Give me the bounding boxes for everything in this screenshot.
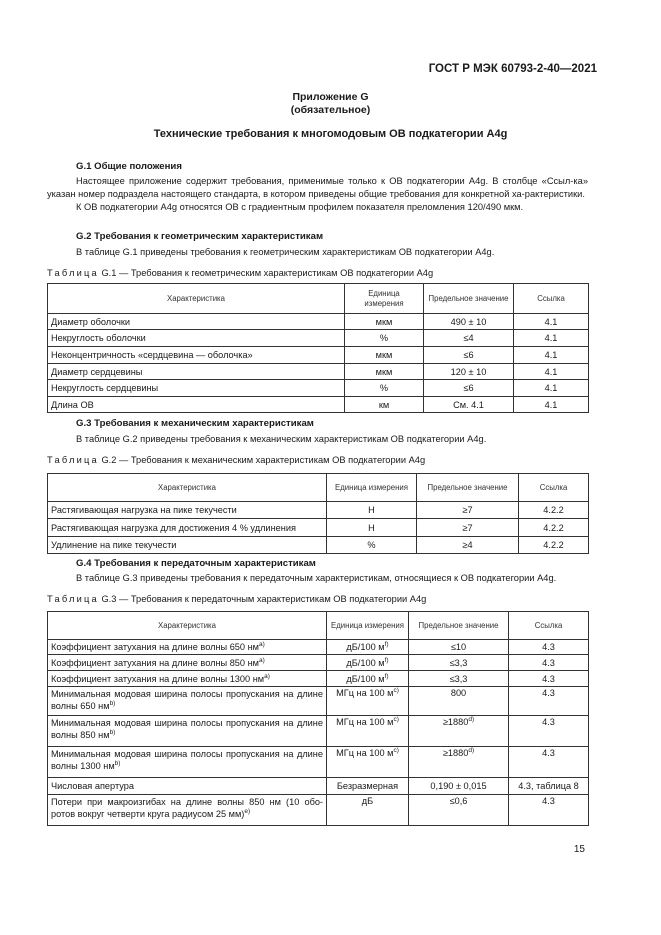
column-header: Единица измерения xyxy=(327,474,417,502)
table-cell: 4.3 xyxy=(509,687,589,716)
table-cell xyxy=(48,716,327,747)
table-row xyxy=(48,380,589,397)
column-header: Единица измерения xyxy=(327,612,409,640)
table-row xyxy=(48,519,589,537)
table-cell: ≤4 xyxy=(424,330,514,347)
cell-text: дБ/100 м xyxy=(346,642,385,652)
cell-text: дБ/100 м xyxy=(346,673,385,684)
footnote-marker: f) xyxy=(384,656,389,664)
table-cell: ≥4 xyxy=(417,537,519,554)
table-g3 xyxy=(47,611,589,826)
footnote-marker: b) xyxy=(114,760,121,767)
annex-status: (обязательное) xyxy=(290,104,371,116)
table-cell: Некруглость оболочки xyxy=(48,330,345,347)
table-header-row xyxy=(48,284,589,314)
table-cell: 4.3, таблица 8 xyxy=(509,778,589,795)
table-cell: Растягивающая нагрузка для достижения 4 % удлинения xyxy=(48,519,327,537)
table-cell: 4.1 xyxy=(514,314,589,330)
table-row xyxy=(48,640,589,655)
caption-text: G.3 — Требования к передаточным характеристикам ОВ подкатегории A4g xyxy=(98,594,427,604)
caption-word: Таблица xyxy=(47,455,99,465)
table-cell: 490 ± 10 xyxy=(424,314,514,330)
footnote-marker: d) xyxy=(468,747,475,754)
table-cell xyxy=(48,747,327,778)
table-cell: 4.3 xyxy=(509,747,589,778)
table-cell: 4.1 xyxy=(514,330,589,347)
standard-designation: ГОСТ Р МЭК 60793-2-40—2021 xyxy=(428,63,597,75)
footnote-marker: e) xyxy=(244,808,251,815)
table-cell xyxy=(327,716,409,747)
section-g1-heading: G.1 Общие положения xyxy=(76,161,182,172)
cell-text: дБ xyxy=(361,796,374,806)
table-cell: 4.3 xyxy=(509,716,589,747)
table-row xyxy=(48,716,589,747)
table-cell: 4.3 xyxy=(509,795,589,826)
table-cell xyxy=(327,795,409,826)
annex-heading xyxy=(0,91,661,117)
table-cell: км xyxy=(345,397,424,413)
table-cell: 4.1 xyxy=(514,347,589,364)
table-cell xyxy=(409,687,509,716)
table-cell xyxy=(48,687,327,716)
column-header: Предельное значение xyxy=(424,284,514,314)
cell-text: ≥1880 xyxy=(442,748,469,758)
section-g3-intro-wrap xyxy=(47,433,588,446)
column-header: Характеристика xyxy=(48,612,327,640)
table-cell xyxy=(409,747,509,778)
cell-text: Числовая апертура xyxy=(51,781,134,791)
table-row xyxy=(48,795,589,826)
table-cell: мкм xyxy=(345,364,424,380)
cell-text: 0,190 ± 0,015 xyxy=(430,781,487,791)
table-header-row xyxy=(48,474,589,502)
table-cell: Удлинение на пике текучести xyxy=(48,537,327,554)
cell-text: МГц на 100 м xyxy=(336,688,394,698)
table-cell: мкм xyxy=(345,314,424,330)
caption-text: G.2 — Требования к механическим характеристикам ОВ подкатегории A4g xyxy=(98,455,426,465)
table-cell: Н xyxy=(327,519,417,537)
table-cell: 120 ± 10 xyxy=(424,364,514,380)
table-cell: См. 4.1 xyxy=(424,397,514,413)
table-row xyxy=(48,314,589,330)
table-row xyxy=(48,537,589,554)
table-g3-caption xyxy=(47,594,426,604)
table-header-row xyxy=(48,612,589,640)
section-g3-intro: В таблице G.2 приведены требования к механическим характеристикам ОВ подкатегории A4g. xyxy=(76,434,487,444)
cell-text: ≤10 xyxy=(450,642,467,652)
cell-text: МГц на 100 м xyxy=(336,717,394,727)
table-g1-caption xyxy=(47,268,433,278)
table-row xyxy=(48,655,589,671)
table-cell: 4.2.2 xyxy=(519,519,589,537)
section-g4-heading: G.4 Требования к передаточным характеристикам xyxy=(76,558,316,569)
table-cell: мкм xyxy=(345,347,424,364)
table-cell: 4.1 xyxy=(514,364,589,380)
column-header: Предельное значение xyxy=(417,474,519,502)
cell-text: ≤0,6 xyxy=(449,796,468,806)
table-row xyxy=(48,502,589,519)
table-cell: 4.2.2 xyxy=(519,537,589,554)
footnote-marker: c) xyxy=(393,716,399,723)
cell-text: Потери при макроизгибах на длине волны 850 нм (10 обо-ротов вокруг четверти круга радиусом 25 мм) xyxy=(51,797,323,819)
footnote-marker: a) xyxy=(264,672,270,680)
table-g2-caption xyxy=(47,455,425,465)
table-cell: Н xyxy=(327,502,417,519)
section-g4-intro-wrap xyxy=(47,572,588,585)
cell-text: Минимальная модовая ширина полосы пропускания на длине волны 650 нм xyxy=(51,689,323,711)
table-cell xyxy=(327,640,409,655)
table-cell xyxy=(48,778,327,795)
footnote-marker: d) xyxy=(468,716,475,723)
table-cell: 4.2.2 xyxy=(519,502,589,519)
table-cell: 4.3 xyxy=(509,671,589,687)
table-cell: Диаметр оболочки xyxy=(48,314,345,330)
table-cell xyxy=(48,671,327,687)
footnote-marker: c) xyxy=(393,747,399,754)
footnote-marker: b) xyxy=(109,729,116,736)
section-g2-heading: G.2 Требования к геометрическим характеристикам xyxy=(76,231,324,242)
cell-text: ≤3,3 xyxy=(449,657,468,668)
cell-text: Коэффициент затухания на длине волны 1300 нм xyxy=(51,673,265,684)
cell-text: 800 xyxy=(450,688,467,698)
column-header: Единица измерения xyxy=(345,284,424,314)
section-g2-intro-wrap xyxy=(47,246,588,259)
table-g1 xyxy=(47,283,589,413)
table-cell: Некруглость сердцевины xyxy=(48,380,345,397)
caption-text: G.1 — Требования к геометрическим характеристикам ОВ подкатегории A4g xyxy=(98,268,434,278)
section-g4-intro: В таблице G.3 приведены требования к передаточным характеристикам, относящиеся к ОВ подкатегории A4g. xyxy=(76,573,557,583)
footnote-marker: a) xyxy=(258,656,265,664)
column-header: Ссылка xyxy=(519,474,589,502)
table-cell xyxy=(409,640,509,655)
cell-text: Минимальная модовая ширина полосы пропускания на длине волны 850 нм xyxy=(51,718,323,740)
table-cell xyxy=(327,747,409,778)
table-cell: % xyxy=(327,537,417,554)
section-g1-paragraph-2: К ОВ подкатегории A4g относятся ОВ с градиентным профилем показателя преломления 120/490 мкм. xyxy=(76,202,524,212)
cell-text: Коэффициент затухания на длине волны 850 нм xyxy=(51,657,259,668)
table-row xyxy=(48,364,589,380)
cell-text: Безразмерная xyxy=(336,781,399,791)
table-row xyxy=(48,397,589,413)
table-cell: % xyxy=(345,380,424,397)
table-cell: 4.1 xyxy=(514,397,589,413)
table-cell xyxy=(48,795,327,826)
table-cell: Длина ОВ xyxy=(48,397,345,413)
table-cell: ≤6 xyxy=(424,380,514,397)
footnote-marker: f) xyxy=(384,672,389,680)
table-cell xyxy=(409,671,509,687)
table-cell xyxy=(327,671,409,687)
table-cell: 4.3 xyxy=(509,655,589,671)
table-cell xyxy=(327,655,409,671)
table-cell xyxy=(327,687,409,716)
table-cell: 4.1 xyxy=(514,380,589,397)
section-g1-text xyxy=(47,175,588,214)
table-cell xyxy=(409,778,509,795)
column-header: Ссылка xyxy=(509,612,589,640)
footnote-marker: a) xyxy=(258,641,265,648)
table-cell xyxy=(409,716,509,747)
table-cell: Растягивающая нагрузка на пике текучести xyxy=(48,502,327,519)
caption-word: Таблица xyxy=(47,594,99,604)
table-row xyxy=(48,347,589,364)
cell-text: дБ/100 м xyxy=(346,657,385,668)
table-row xyxy=(48,687,589,716)
table-cell: ≥7 xyxy=(417,502,519,519)
table-cell xyxy=(48,655,327,671)
table-cell xyxy=(409,655,509,671)
table-cell: Неконцентричность «сердцевина — оболочка» xyxy=(48,347,345,364)
column-header: Ссылка xyxy=(514,284,589,314)
table-cell xyxy=(409,795,509,826)
cell-text: МГц на 100 м xyxy=(336,748,394,758)
cell-text: Коэффициент затухания на длине волны 650 нм xyxy=(51,642,259,652)
table-row xyxy=(48,330,589,347)
column-header: Предельное значение xyxy=(409,612,509,640)
footnote-marker: f) xyxy=(384,641,389,648)
table-cell: Диаметр сердцевины xyxy=(48,364,345,380)
section-g1-paragraph-1: Настоящее приложение содержит требования, применимые только к ОВ подкатегории A4g. В столбце «Ссыл-ка» указан номер подраздела настоящего стандарта, в котором приведены общие требования для конкретной ха-рактеристики. xyxy=(47,176,588,199)
table-row xyxy=(48,671,589,687)
table-row xyxy=(48,778,589,795)
column-header: Характеристика xyxy=(48,474,327,502)
section-g3-heading: G.3 Требования к механическим характеристикам xyxy=(76,418,314,429)
table-row xyxy=(48,747,589,778)
annex-main-title: Технические требования к многомодовым ОВ подкатегории A4g xyxy=(153,128,508,140)
table-cell xyxy=(327,778,409,795)
annex-title: Приложение G xyxy=(292,91,369,103)
caption-word: Таблица xyxy=(47,268,99,278)
table-cell xyxy=(48,640,327,655)
table-cell: ≥7 xyxy=(417,519,519,537)
table-cell: ≤6 xyxy=(424,347,514,364)
cell-text: ≥1880 xyxy=(442,717,469,727)
table-g2 xyxy=(47,473,589,554)
footnote-marker: b) xyxy=(109,700,116,707)
cell-text: ≤3,3 xyxy=(449,673,468,684)
footnote-marker: c) xyxy=(393,687,399,694)
page-number: 15 xyxy=(573,844,585,855)
table-cell: 4.3 xyxy=(509,640,589,655)
section-g2-intro: В таблице G.1 приведены требования к геометрическим характеристикам ОВ подкатегории A4g. xyxy=(76,247,495,257)
column-header: Характеристика xyxy=(48,284,345,314)
table-cell: % xyxy=(345,330,424,347)
cell-text: Минимальная модовая ширина полосы пропускания на длине волны 1300 нм xyxy=(51,749,323,771)
